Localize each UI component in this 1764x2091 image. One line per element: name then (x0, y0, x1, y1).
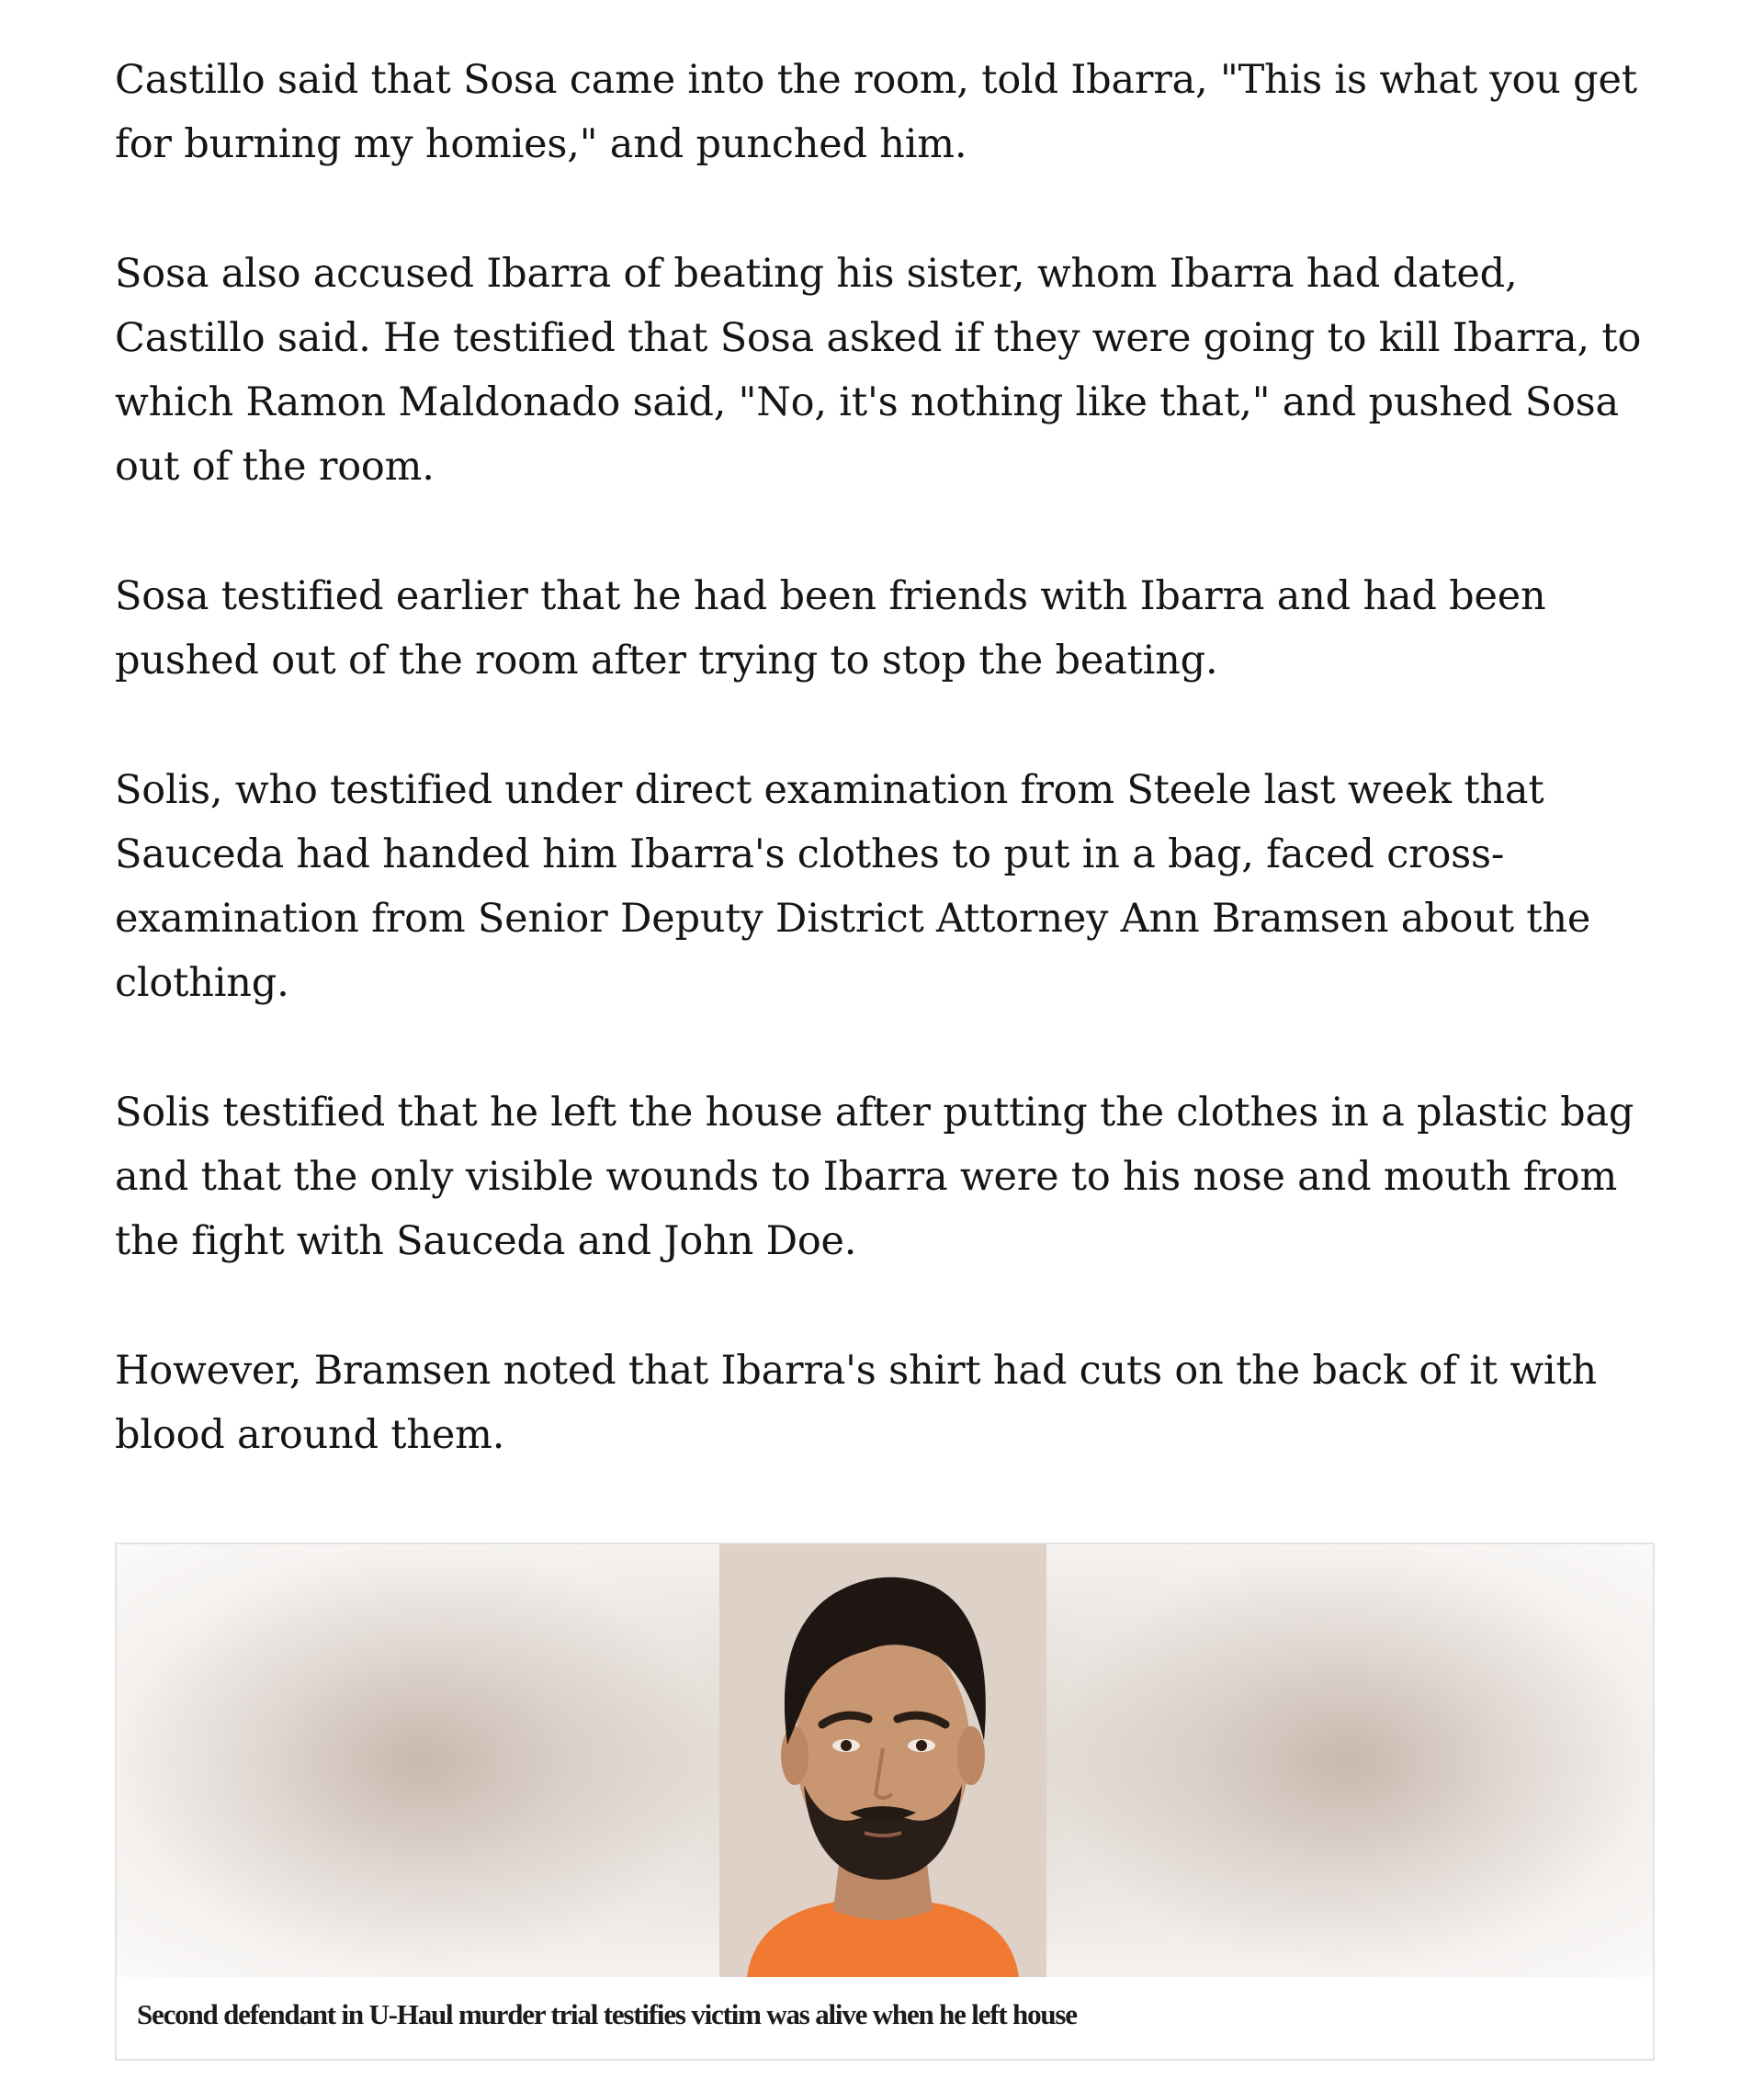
article-paragraph: Sosa also accused Ibarra of beating his sister, whom Ibarra had dated, Castillo said. He testified that Sosa asked if they were going to kill Ibarra, to which Ramon Maldonado said, "No, it's nothing like that," and pushed Sosa out of the room. (115, 251, 1642, 490)
article-paragraph: Castillo said that Sosa came into the room, told Ibarra, "This is what you get for burning my homies," and punched him. (115, 57, 1637, 167)
blurred-background-right (1046, 1544, 1653, 1977)
related-story-card[interactable] (115, 1543, 1655, 2061)
article-paragraph: Sosa testified earlier that he had been friends with Ibarra and had been pushed out of the room after trying to stop the beating. (115, 573, 1546, 684)
article-paragraph: However, Bramsen noted that Ibarra's shirt had cuts on the back of it with blood around them. (115, 1348, 1598, 1458)
defendant-photo[interactable] (719, 1544, 1046, 1977)
mugshot-illustration (719, 1544, 1046, 1977)
article-paragraph: Solis testified that he left the house after putting the clothes in a plastic bag and that the only visible wounds to Ibarra were to his nose and mouth from the fight with Sauceda and John Doe. (115, 1090, 1634, 1264)
blurred-background-left (117, 1544, 723, 1977)
related-story-image[interactable] (117, 1544, 1653, 1977)
related-story-caption[interactable]: Second defendant in U-Haul murder trial testifies victim was alive when he left house (137, 1998, 1077, 2030)
article-body (115, 48, 1658, 1661)
article-paragraph: Solis, who testified under direct examination from Steele last week that Sauceda had handed him Ibarra's clothes to put in a bag, faced cross-examination from Senior Deputy District Attorney Ann Bramsen about the clothing. (115, 767, 1591, 1006)
